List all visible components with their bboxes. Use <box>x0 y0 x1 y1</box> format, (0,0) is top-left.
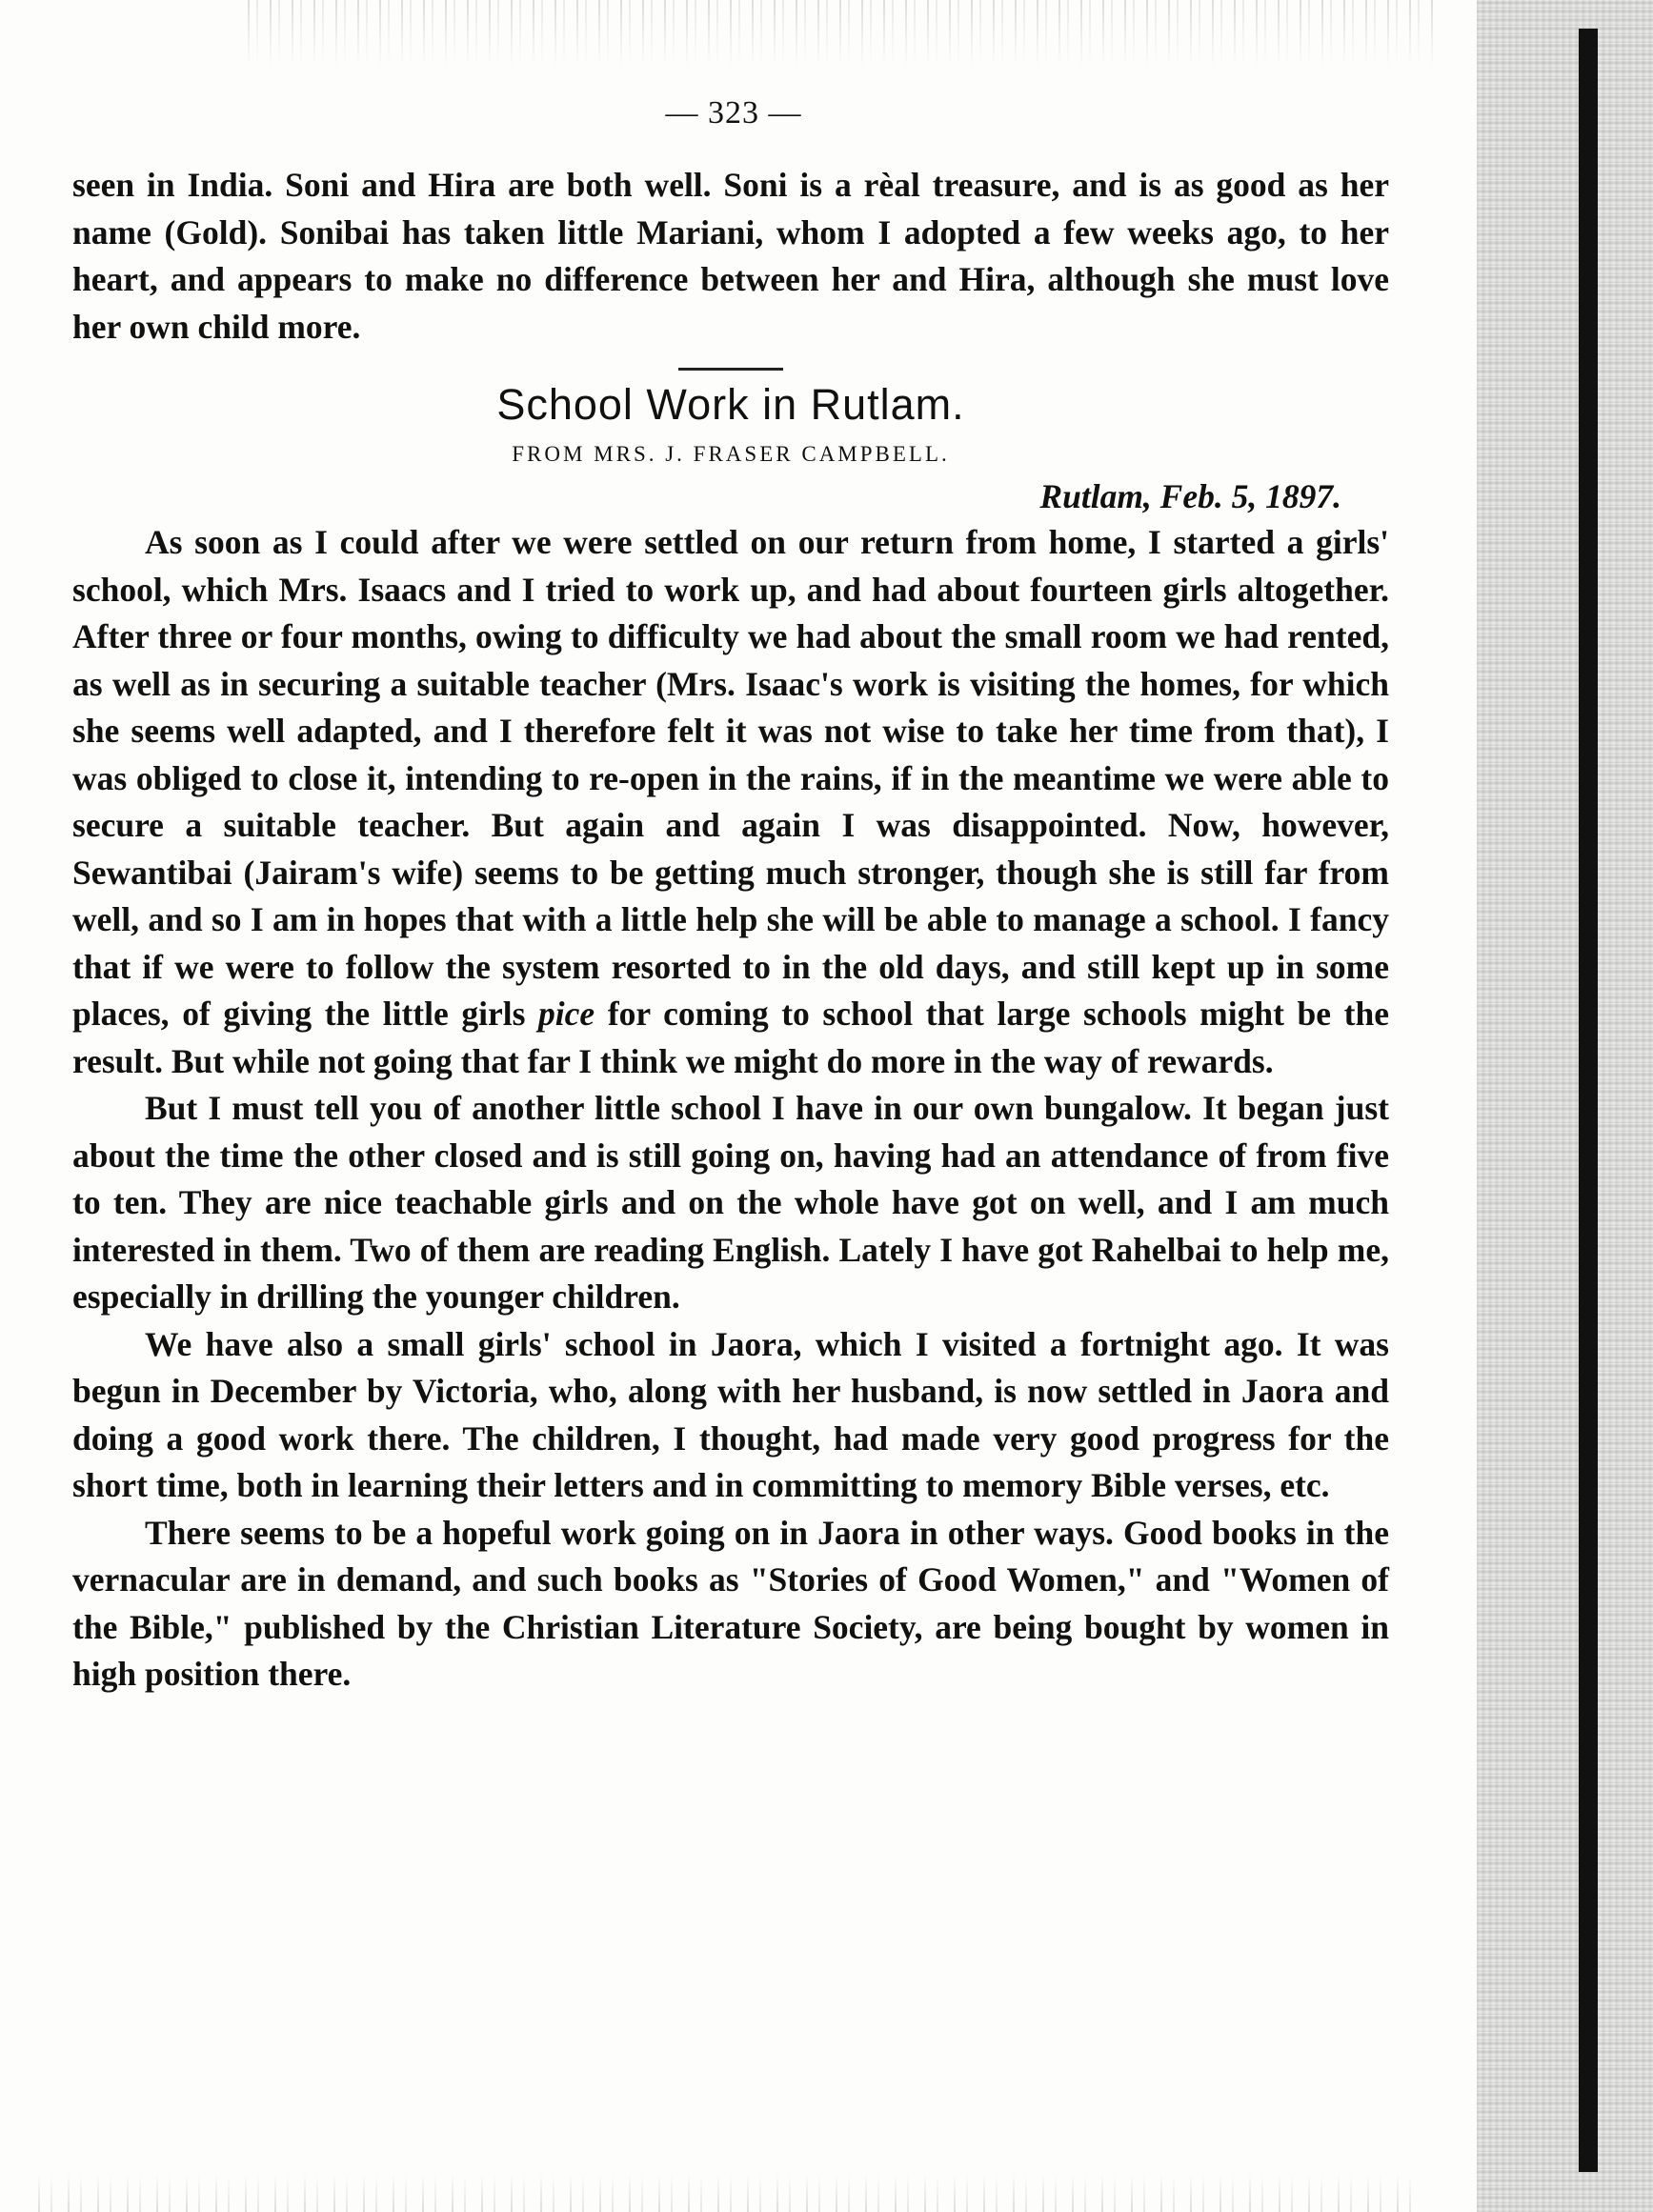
text-column <box>72 162 1389 1699</box>
scan-noise-top <box>248 0 1439 67</box>
continued-paragraph: seen in India. Soni and Hira are both well. Soni is a rèal treasure, and is as good as her name (Gold). Sonibai has taken little Mariani, whom I adopted a few weeks ago, to her heart, and appears to make no difference between her and Hira, although she must love her own child more. <box>72 166 1389 346</box>
paragraph-1-text: As soon as I could after we were settled on our return from home, I started a girls' school, which Mrs. Isaacs and I tried to work up, and had about fourteen girls altogether. After three or four months, owing to difficulty we had about the small room we had rented, as well as in securing a suitable teacher (Mrs. Isaac's work is visiting the homes, for which she seems well adapted, and I therefore felt it was not wise to take her time from that), I was obliged to close it, intending to re-open in the rains, if in the meantime we were able to secure a suitable teacher. But again and again I was disappointed. Now, however, Sewantibai (Jairam's wife) seems to be getting much stronger, though she is still far from well, and so I am in hopes that with a little help she will be able to manage a school. I fancy that if we were to follow the system resorted to in the old days, and still kept up in some places, of giving the little girls <box>72 523 1389 1033</box>
binding-edge-line <box>1579 29 1598 2172</box>
article-title: School Work in Rutlam. <box>496 380 965 429</box>
scan-edge-shadow <box>1477 0 1653 2212</box>
body-paragraph-1 <box>72 519 1389 1085</box>
section-divider <box>678 368 783 371</box>
paragraph-1-italic-word: pice <box>538 995 595 1033</box>
scan-noise-bottom <box>38 2174 1420 2212</box>
article-byline: FROM MRS. J. FRASER CAMPBELL. <box>512 442 950 466</box>
body-paragraph-4: There seems to be a hopeful work going on in Jaora in other ways. Good books in the vernacular are in demand, and such books as "Stories of Good Women," and "Women of the Bible," published by the Christian Literature Society, are being bought by women in high position there. <box>72 1513 1389 1693</box>
page-number: — 323 — <box>665 95 802 131</box>
body-paragraph-3: We have also a small girls' school in Jaora, which I visited a fortnight ago. It was begun in December by Victoria, who, along with her husband, is now settled in Jaora and doing a good work there. The children, I thought, had made very good progress for the short time, both in learning their letters and in committing to memory Bible verses, etc. <box>72 1324 1389 1504</box>
paragraph-1-text-end: for coming to school that large schools might be the result. But while not going that far I think we might do more in the way of rewards. <box>72 995 1390 1080</box>
article-dateline: Rutlam, Feb. 5, 1897. <box>1039 477 1341 515</box>
body-paragraph-2: But I must tell you of another little school I have in our own bungalow. It began just about the time the other closed and is still going on, having had an attendance of from five to ten. They are nice teachable girls and on the whole have got on well, and I am much interested in them. Two of them are reading English. Lately I have got Rahelbai to help me, especially in drilling the younger children. <box>72 1089 1389 1316</box>
